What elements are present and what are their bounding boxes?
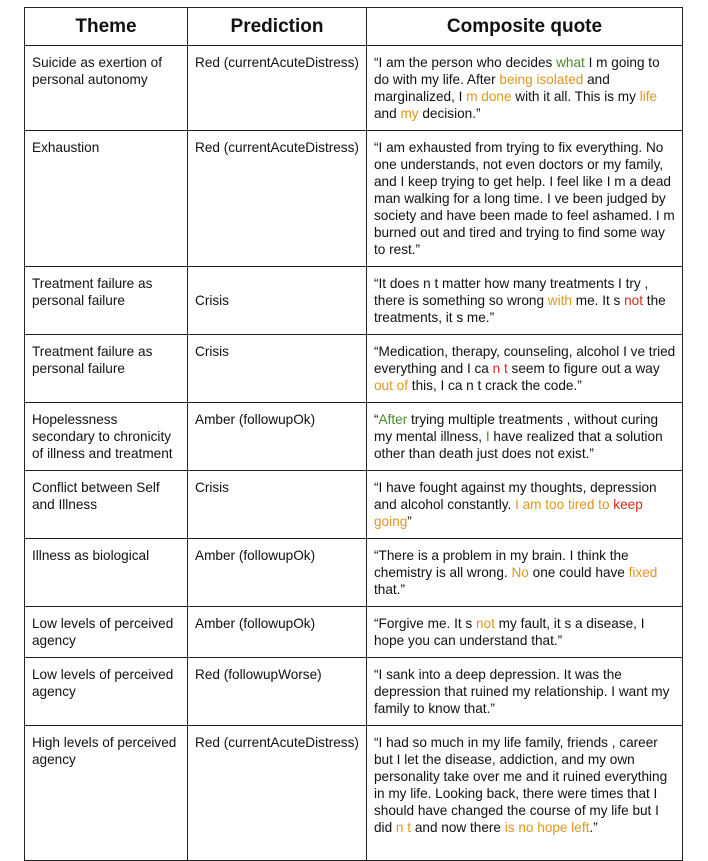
prediction-cell: Red (currentAcuteDistress) bbox=[188, 726, 367, 861]
table-row bbox=[25, 335, 683, 403]
prediction-cell: Amber (followupOk) bbox=[188, 403, 367, 471]
highlighted-word: being isolated bbox=[499, 72, 584, 87]
highlighted-word: is no hope left bbox=[504, 820, 590, 835]
prediction-cell: Red (currentAcuteDistress) bbox=[188, 46, 367, 131]
quote-text: I m going to do with my life. After bbox=[374, 55, 660, 87]
theme-cell: Treatment failure as personal failure bbox=[25, 267, 188, 335]
quote-text: “It does n t matter how many treatments I try , there is something so wrong bbox=[374, 276, 649, 308]
highlighted-word: my bbox=[400, 106, 419, 121]
prediction-cell: Crisis bbox=[188, 335, 367, 403]
quote-text: one could have bbox=[528, 565, 629, 580]
theme-cell: High levels of perceived agency bbox=[25, 726, 188, 861]
quote-text: with it all. This is my bbox=[511, 89, 640, 104]
highlighted-word: with bbox=[547, 293, 572, 308]
highlighted-word: n t bbox=[492, 361, 508, 376]
table-row bbox=[25, 471, 683, 539]
prediction-cell: Crisis bbox=[188, 471, 367, 539]
highlighted-word: m done bbox=[466, 89, 512, 104]
quote-text: “I sank into a deep depression. It was the depression that ruined my relationship. I want my family to know that.” bbox=[374, 667, 670, 716]
quote-text: trying multiple treatments , without curing my mental illness, bbox=[374, 412, 659, 444]
quote-text: “ bbox=[374, 412, 379, 427]
quote-cell bbox=[367, 658, 683, 726]
theme-cell: Treatment failure as personal failure bbox=[25, 335, 188, 403]
theme-cell: Illness as biological bbox=[25, 539, 188, 607]
quote-cell bbox=[367, 131, 683, 267]
prediction-cell: Amber (followupOk) bbox=[188, 607, 367, 658]
quote-text: this, I ca n t crack the code.” bbox=[408, 378, 582, 393]
quote-cell bbox=[367, 335, 683, 403]
quote-text: and now there bbox=[411, 820, 505, 835]
quote-text: “I am the person who decides bbox=[374, 55, 557, 70]
header-prediction: Prediction bbox=[188, 8, 367, 46]
table-row bbox=[25, 267, 683, 335]
quote-text: “There is a problem in my brain. I think the chemistry is all wrong. bbox=[374, 548, 629, 580]
quote-cell bbox=[367, 607, 683, 658]
quote-text: seem to figure out a way bbox=[507, 361, 660, 376]
quote-text: me. It s bbox=[571, 293, 625, 308]
theme-cell: Low levels of perceived agency bbox=[25, 607, 188, 658]
quote-text: “Forgive me. It s bbox=[374, 616, 476, 631]
prediction-cell: Amber (followupOk) bbox=[188, 539, 367, 607]
table-row bbox=[25, 658, 683, 726]
quote-text: “I have fought against my thoughts, depression and alcohol constantly. bbox=[374, 480, 657, 512]
highlighted-word: fixed bbox=[628, 565, 658, 580]
quote-cell bbox=[367, 46, 683, 131]
prediction-cell: Crisis bbox=[188, 267, 367, 335]
header-row bbox=[25, 8, 683, 46]
header-theme: Theme bbox=[25, 8, 188, 46]
highlighted-word: out of bbox=[374, 378, 409, 393]
highlighted-word: After bbox=[378, 412, 408, 427]
table-row bbox=[25, 726, 683, 861]
table-row bbox=[25, 46, 683, 131]
prediction-cell: Red (currentAcuteDistress) bbox=[188, 131, 367, 267]
highlighted-word: going bbox=[374, 514, 408, 529]
quote-text: ” bbox=[407, 514, 412, 529]
highlighted-word: life bbox=[639, 89, 658, 104]
quote-text: my fault, it s a disease, I hope you can understand that.” bbox=[374, 616, 645, 648]
themes-table bbox=[24, 7, 683, 861]
theme-cell: Low levels of perceived agency bbox=[25, 658, 188, 726]
quote-cell bbox=[367, 403, 683, 471]
quote-text: and marginalized, I bbox=[374, 72, 610, 104]
quote-cell bbox=[367, 267, 683, 335]
quote-cell bbox=[367, 471, 683, 539]
quote-cell bbox=[367, 539, 683, 607]
highlighted-word: keep bbox=[613, 497, 643, 512]
highlighted-word: I bbox=[485, 429, 490, 444]
quote-text: have realized that a solution other than death just does not exist.” bbox=[374, 429, 663, 461]
highlighted-word: I am too tired to bbox=[515, 497, 610, 512]
theme-cell: Conflict between Self and Illness bbox=[25, 471, 188, 539]
quote-text: the treatments, it s me.” bbox=[374, 293, 666, 325]
highlighted-word: not bbox=[475, 616, 495, 631]
theme-cell: Suicide as exertion of personal autonomy bbox=[25, 46, 188, 131]
highlighted-word: not bbox=[624, 293, 644, 308]
theme-cell: Hopelessness secondary to chronicity of illness and treatment bbox=[25, 403, 188, 471]
quote-text: decision.” bbox=[418, 106, 481, 121]
table-row bbox=[25, 607, 683, 658]
highlighted-word: what bbox=[556, 55, 585, 70]
prediction-cell: Red (followupWorse) bbox=[188, 658, 367, 726]
quote-text: and bbox=[374, 106, 401, 121]
table-row bbox=[25, 403, 683, 471]
table-row bbox=[25, 131, 683, 267]
table-row bbox=[25, 539, 683, 607]
quote-text: “Medication, therapy, counseling, alcohol I ve tried everything and I ca bbox=[374, 344, 676, 376]
quote-text: .” bbox=[589, 820, 598, 835]
quote-text: “I had so much in my life family, friends , career but I let the disease, addiction, and my own personality take over me and it ruined everything in my life. Looking back, there were times that I should have changed the course of my life but I did bbox=[374, 735, 668, 835]
highlighted-word: No bbox=[511, 565, 529, 580]
quote-cell bbox=[367, 726, 683, 861]
quote-text: that.” bbox=[374, 582, 405, 597]
header-quote: Composite quote bbox=[367, 8, 683, 46]
theme-cell: Exhaustion bbox=[25, 131, 188, 267]
highlighted-word: n t bbox=[395, 820, 412, 835]
quote-text: “I am exhausted from trying to fix everything. No one understands, not even doctors or my family, and I keep trying to get help. I feel like I m a dead man walking for a long time. I ve been judged by society and have been made to feel ashamed. I m burned out and tired and trying to find some way to rest.” bbox=[374, 140, 675, 257]
